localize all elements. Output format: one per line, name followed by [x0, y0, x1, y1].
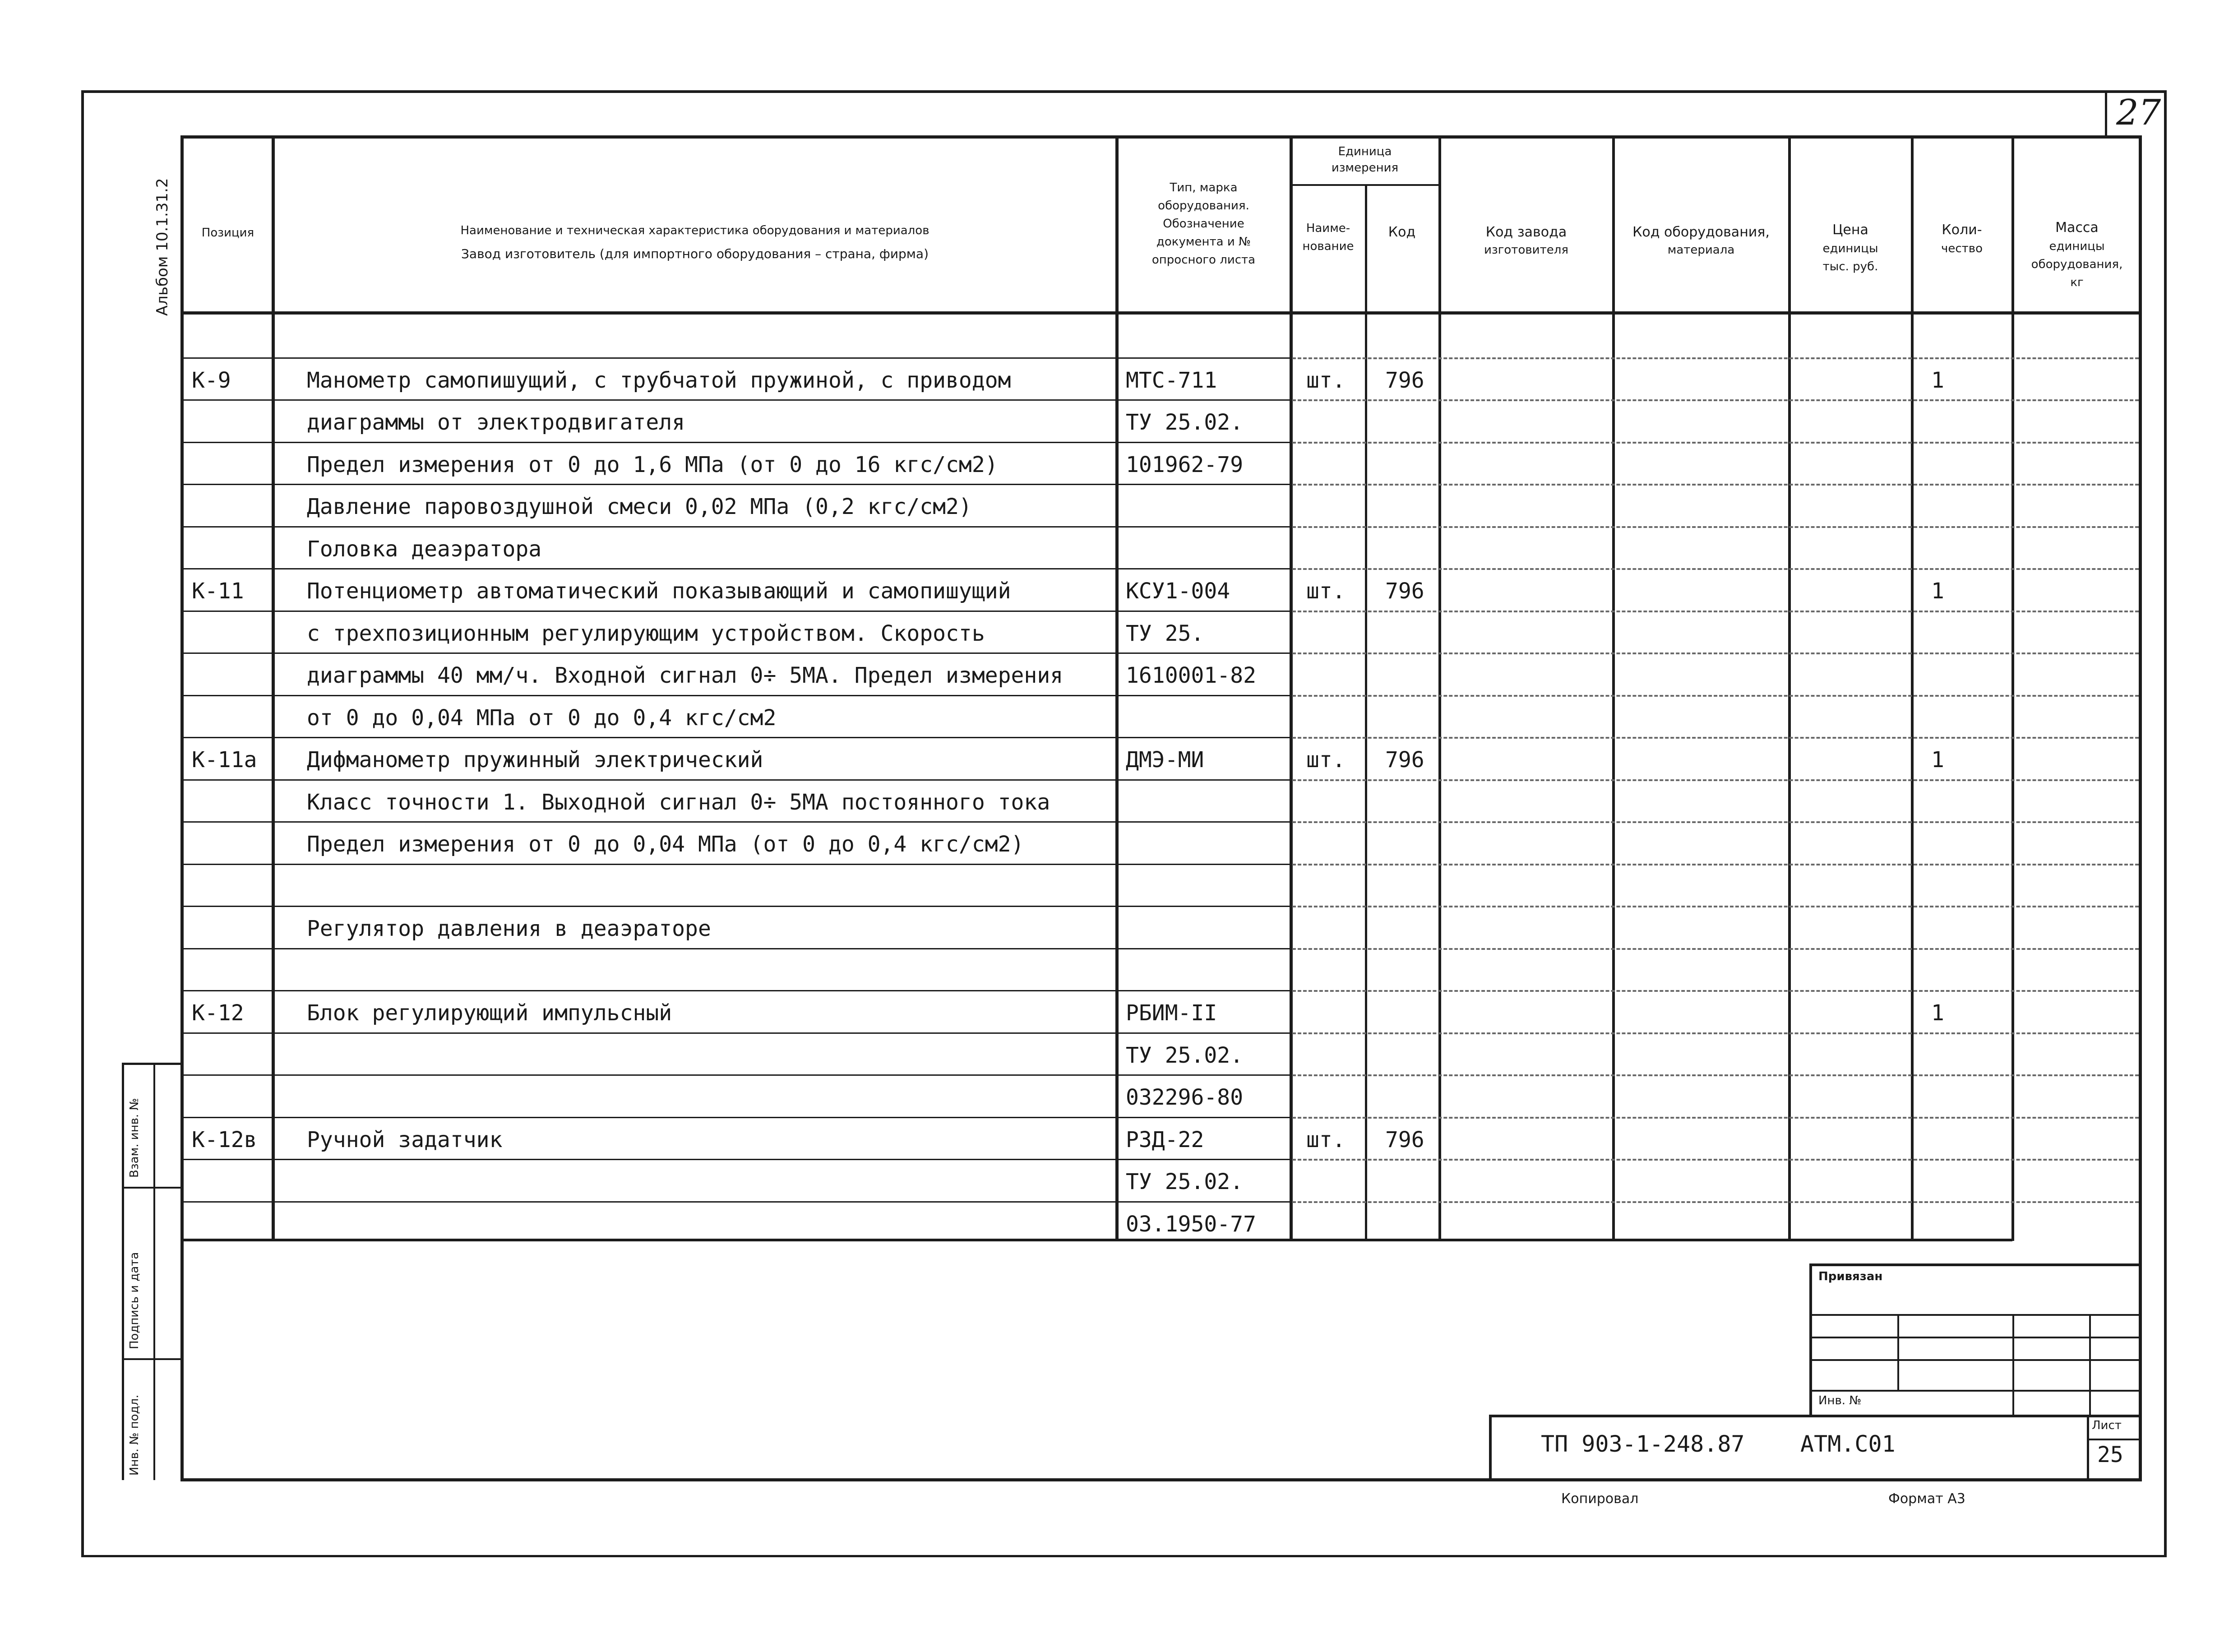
bound-stamp-col-1 [1897, 1314, 1899, 1390]
row-divider-dashed [1292, 526, 2139, 528]
row-divider [182, 652, 1292, 654]
row-divider-dashed [1292, 1117, 2139, 1119]
row-divider [182, 695, 1292, 696]
row-divider [182, 990, 1292, 991]
main-stamp-sheet-sep [2087, 1439, 2141, 1440]
row-divider [182, 568, 1292, 569]
header-factory-code-line1: Код завода [1485, 224, 1567, 240]
cell-type: ТУ 25.02. [1126, 1169, 1244, 1194]
row-divider-dashed [1292, 357, 2139, 359]
row-divider-dashed [1292, 779, 2139, 781]
album-label: Альбом 10.1.31.2 [153, 178, 171, 316]
bound-stamp-left [1809, 1263, 1812, 1417]
bound-stamp-row-1 [1809, 1314, 2141, 1316]
cell-qty: 1 [1931, 1000, 1944, 1026]
header-mass-line1: Масса [2055, 220, 2099, 236]
header-mass-line4: кг [2070, 276, 2084, 289]
page-number-box-left [2105, 90, 2107, 135]
row-divider [182, 821, 1292, 823]
header-unit-line1: Единица [1338, 145, 1392, 158]
doc-code: ТП 903-1-248.87 [1541, 1431, 1745, 1457]
row-divider [182, 1159, 1292, 1160]
cell-name: диаграммы 40 мм/ч. Входной сигнал 0÷ 5МА. Предел измерения [307, 663, 1064, 688]
row-divider-dashed [1292, 1032, 2139, 1034]
cell-pos: К-9 [192, 367, 231, 393]
row-divider-dashed [1292, 1201, 2139, 1203]
cell-name: Ручной задатчик [307, 1127, 503, 1152]
header-type-line5: опросного листа [1151, 253, 1256, 267]
row-divider-dashed [1292, 864, 2139, 865]
cell-pos: К-11 [192, 578, 244, 604]
cell-name: от 0 до 0,04 МПа от 0 до 0,4 кгс/см2 [307, 705, 777, 731]
row-divider [182, 442, 1292, 443]
row-divider [182, 948, 1292, 949]
row-divider [182, 1032, 1292, 1034]
row-divider-dashed [1292, 737, 2139, 739]
header-position: Позиция [201, 226, 254, 240]
row-divider [182, 399, 1292, 401]
left-stamp-sep-1 [122, 1187, 183, 1189]
doc-mark: АТМ.С01 [1800, 1431, 1896, 1457]
header-mass-line2: единицы [2049, 240, 2105, 253]
cell-name: Дифманометр пружинный электрический [307, 747, 763, 773]
row-divider-dashed [1292, 948, 2139, 950]
cell-code: 796 [1385, 578, 1424, 604]
cell-code: 796 [1385, 1127, 1424, 1152]
left-stamp-sep-2 [122, 1358, 183, 1360]
row-divider [182, 1117, 1292, 1118]
header-type-line2: оборудования. [1158, 199, 1249, 213]
unit-group-line [1290, 184, 1441, 186]
left-stamp-top [122, 1063, 183, 1065]
cell-unit: шт. [1306, 367, 1346, 393]
main-stamp-top [1489, 1415, 2141, 1417]
header-unit-code: Код [1388, 224, 1416, 240]
row-divider [182, 357, 1292, 359]
row-divider [182, 737, 1292, 738]
left-stamp-inv-no-repl: Взам. инв. № [128, 1098, 141, 1178]
header-qty-line1: Коли- [1942, 222, 1982, 238]
header-name-line2: Завод изготовитель (для импортного оборудования – страна, фирма) [461, 246, 929, 261]
row-divider [182, 906, 1292, 907]
left-stamp-sign-date: Подпись и дата [128, 1252, 141, 1349]
row-divider [182, 1074, 1292, 1076]
cell-type: 032296-80 [1126, 1085, 1244, 1110]
table-bottom-line [180, 1239, 2012, 1241]
cell-name: Блок регулирующий импульсный [307, 1000, 672, 1026]
frame-bottom [180, 1478, 2142, 1481]
row-divider [182, 611, 1292, 612]
header-equip-code-line2: материала [1667, 243, 1735, 257]
left-stamp-mid [153, 1063, 155, 1480]
header-unit-line2: измерения [1331, 161, 1399, 175]
header-price-line1: Цена [1832, 222, 1868, 238]
cell-type: КСУ1-004 [1126, 578, 1230, 604]
row-divider-dashed [1292, 906, 2139, 907]
header-price-line3: тыс. руб. [1822, 260, 1878, 273]
main-stamp-left [1489, 1415, 1492, 1480]
frame-top [180, 135, 2141, 139]
cell-pos: К-12в [192, 1127, 257, 1152]
cell-type: ДМЭ-МИ [1126, 747, 1204, 773]
bound-stamp-row-4 [1809, 1390, 2141, 1392]
cell-type: РБИМ-II [1126, 1000, 1217, 1026]
left-stamp-left [122, 1063, 124, 1480]
row-divider [182, 484, 1292, 485]
sheet-frame-bottom [81, 1555, 2167, 1557]
bound-stamp-col-2 [2012, 1314, 2014, 1417]
header-bottom-line [180, 311, 2141, 315]
bound-inv-no: Инв. № [1818, 1394, 1862, 1407]
cell-type: ТУ 25. [1126, 620, 1204, 646]
cell-name: Манометр самопишущий, с трубчатой пружиной, с приводом [307, 367, 1011, 393]
footer-copied: Копировал [1561, 1491, 1639, 1507]
cell-unit: шт. [1306, 578, 1346, 604]
cell-name: Давление паровоздушной смеси 0,02 МПа (0,2 кгс/см2) [307, 494, 972, 519]
col-line-4 [1365, 185, 1367, 1241]
cell-type: РЗД-22 [1126, 1127, 1204, 1152]
sheet-frame-top [81, 90, 2166, 93]
cell-pos: К-11а [192, 747, 257, 773]
row-divider-dashed [1292, 399, 2139, 401]
cell-unit: шт. [1306, 1127, 1346, 1152]
cell-name: Предел измерения от 0 до 0,04 МПа (от 0 до 0,4 кгс/см2) [307, 832, 1024, 857]
cell-name: диаграммы от электродвигателя [307, 410, 685, 435]
row-divider [182, 1201, 1292, 1203]
cell-name: Класс точности 1. Выходной сигнал 0÷ 5МА постоянного тока [307, 789, 1050, 815]
cell-type: ТУ 25.02. [1126, 410, 1244, 435]
cell-type: МТС-711 [1126, 367, 1217, 393]
sheet-label: Лист [2092, 1419, 2122, 1432]
header-equip-code-line1: Код оборудования, [1632, 224, 1770, 240]
header-mass-line3: оборудования, [2031, 258, 2123, 271]
header-type-line3: Обозначение [1163, 217, 1244, 231]
header-qty-line2: чество [1941, 242, 1983, 255]
cell-qty: 1 [1931, 578, 1944, 604]
row-divider-dashed [1292, 1159, 2139, 1161]
cell-code: 796 [1385, 747, 1424, 773]
cell-pos: К-12 [192, 1000, 244, 1026]
bound-stamp-row-2 [1809, 1337, 2141, 1338]
header-name-line1: Наименование и техническая характеристика оборудования и материалов [460, 224, 929, 237]
cell-name: Потенциометр автоматический показывающий и самопишущий [307, 578, 1011, 604]
cell-type: 1610001-82 [1126, 663, 1256, 688]
header-factory-code-line2: изготовителя [1484, 243, 1568, 257]
row-divider-dashed [1292, 484, 2139, 486]
row-divider [182, 526, 1292, 528]
bound-stamp-row-3 [1809, 1359, 2141, 1361]
row-divider-dashed [1292, 990, 2139, 992]
header-type-line4: документа и № [1156, 235, 1251, 249]
row-divider-dashed [1292, 568, 2139, 570]
bound-stamp-col-3 [2089, 1314, 2091, 1417]
row-divider-dashed [1292, 1074, 2139, 1076]
footer-format: Формат А3 [1888, 1491, 1965, 1507]
header-price-line2: единицы [1822, 242, 1878, 255]
frame-left [180, 135, 184, 1480]
page-number-top: 27 [2116, 93, 2161, 133]
cell-unit: шт. [1306, 747, 1346, 773]
row-divider-dashed [1292, 821, 2139, 823]
row-divider-dashed [1292, 695, 2139, 697]
cell-name: Предел измерения от 0 до 1,6 МПа (от 0 до 16 кгс/см2) [307, 452, 998, 477]
row-divider-dashed [1292, 442, 2139, 444]
cell-name: с трехпозиционным регулирующим устройством. Скорость [307, 620, 985, 646]
main-stamp-sheet-col [2087, 1415, 2089, 1480]
frame-right [2139, 135, 2142, 1480]
cell-qty: 1 [1931, 367, 1944, 393]
cell-name: Головка деаэратора [307, 536, 542, 562]
header-type-line1: Тип, марка [1170, 181, 1238, 194]
row-divider [182, 864, 1292, 865]
cell-name: Регулятор давления в деаэраторе [307, 916, 711, 941]
header-unit-name-line2: нование [1302, 240, 1354, 253]
cell-qty: 1 [1931, 747, 1944, 773]
bound-label: Привязан [1818, 1270, 1883, 1283]
sheet-frame-left [81, 90, 84, 1557]
row-divider-dashed [1292, 652, 2139, 654]
header-unit-name-line1: Наиме- [1306, 222, 1350, 235]
sheet-frame-right [2164, 90, 2167, 1557]
left-stamp-inv-no-orig: Инв. № подл. [128, 1394, 141, 1476]
cell-type: ТУ 25.02. [1126, 1042, 1244, 1068]
cell-type: 03.1950-77 [1126, 1211, 1256, 1237]
sheet-number: 25 [2097, 1442, 2123, 1467]
bound-stamp-top [1809, 1263, 2141, 1266]
row-divider-dashed [1292, 611, 2139, 612]
cell-type: 101962-79 [1126, 452, 1244, 477]
cell-code: 796 [1385, 367, 1424, 393]
row-divider [182, 779, 1292, 781]
